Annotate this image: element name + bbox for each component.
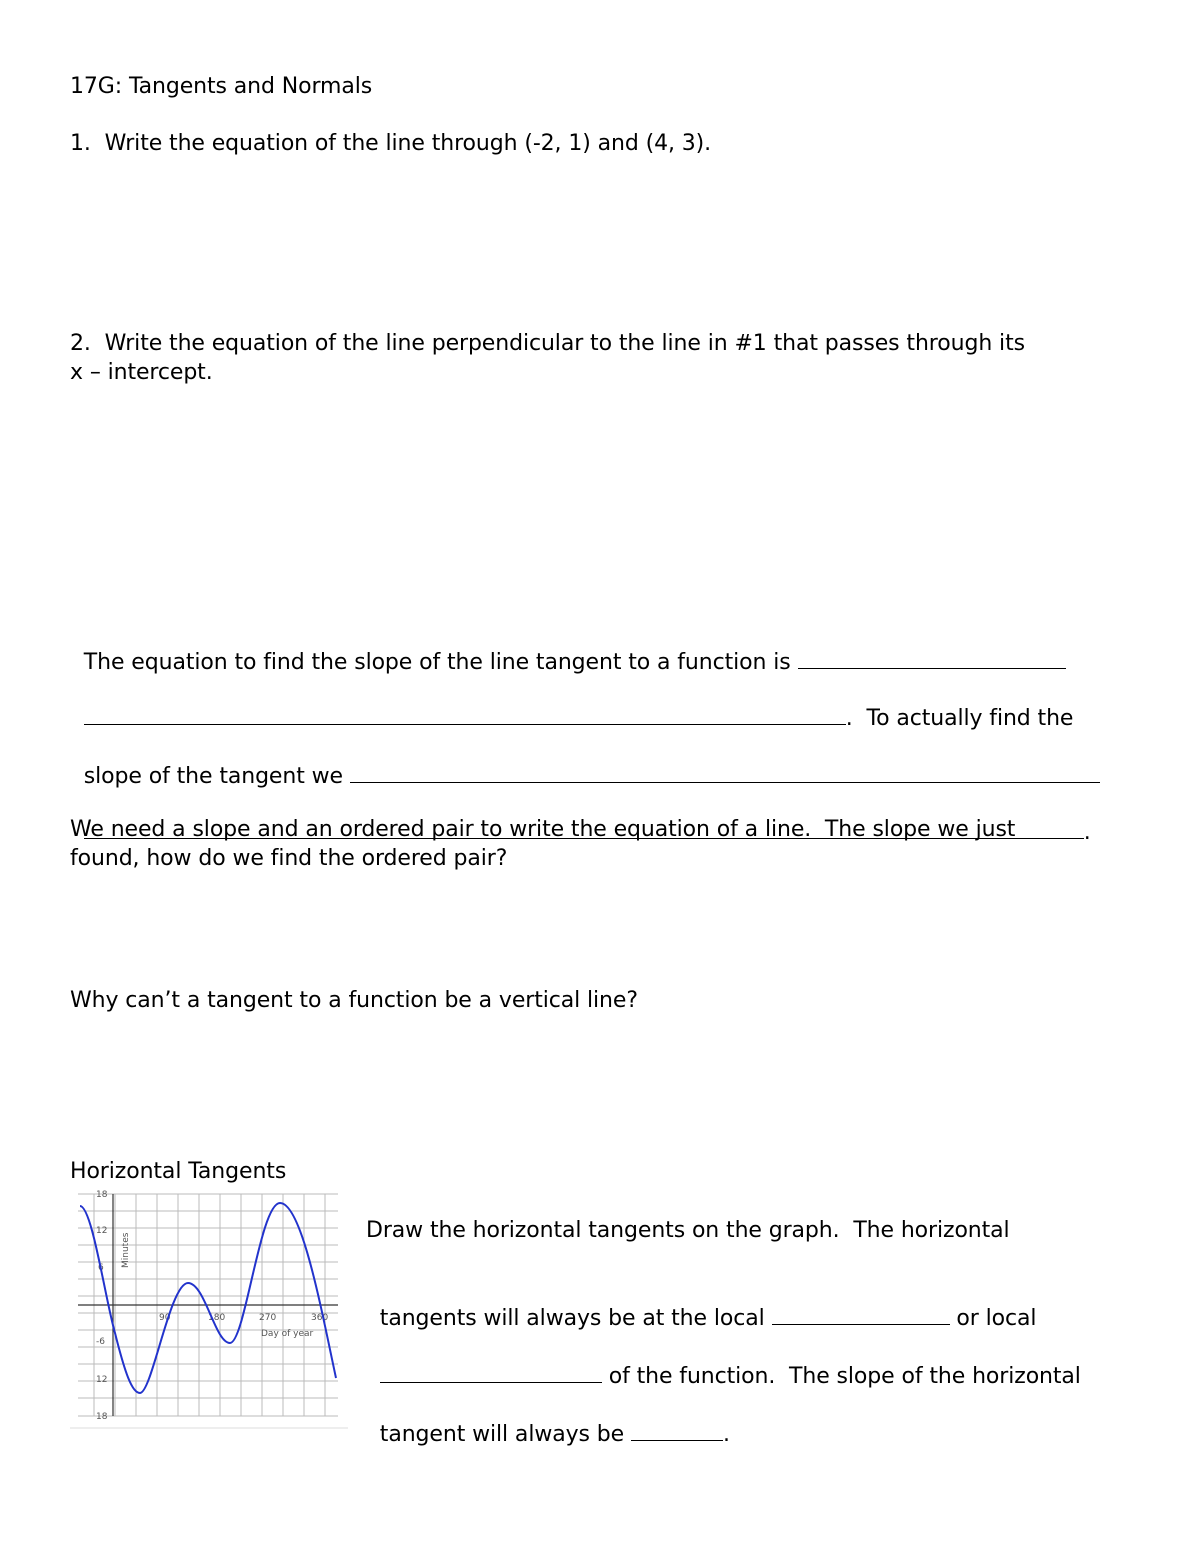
horizontal-text-line-2b: or local [956, 1306, 1037, 1331]
x-tick-label: 180 [208, 1313, 226, 1323]
ordered-pair-question-line-1: We need a slope and an ordered pair to write the equation of a line. The slope we just [70, 817, 1016, 842]
y-tick-label: 12 [96, 1375, 108, 1385]
blank-local-2 [380, 1360, 602, 1383]
horizontal-text-line-4b: . [722, 1422, 730, 1447]
slope-sentence-part4: . [1083, 820, 1091, 845]
x-tick-label: 270 [259, 1313, 277, 1323]
horizontal-text-line-3 [366, 1330, 1081, 1392]
blank-local-1 [772, 1302, 950, 1325]
slope-sentence-part1: The equation to find the slope of the line tangent to a function is [83, 650, 791, 675]
horizontal-text-line-1: Draw the horizontal tangents on the graph. The horizontal [366, 1218, 1010, 1243]
slope-sentence-part3: slope of the tangent we [83, 764, 343, 789]
horizontal-text-line-4a: tangent will always be [379, 1422, 625, 1447]
blank-slope [631, 1418, 723, 1441]
slope-sentence-line-1 [70, 616, 1066, 678]
blank-1 [798, 646, 1066, 669]
y-tick-label: 18 [96, 1412, 108, 1422]
question-2-line-1: 2. Write the equation of the line perpendicular to the line in #1 that passes through its [70, 331, 1025, 356]
blank-2 [84, 702, 846, 725]
slope-sentence-line-3 [70, 730, 1100, 792]
vertical-tangent-question: Why can’t a tangent to a function be a vertical line? [70, 988, 638, 1013]
y-tick-label: -6 [96, 1337, 105, 1347]
y-tick-label: 6 [98, 1263, 104, 1273]
question-2-line-2: x – intercept. [70, 360, 213, 385]
slope-sentence-part2: . To actually find the [845, 706, 1074, 731]
x-tick-label: 90 [159, 1313, 171, 1323]
x-axis-label: Day of year [261, 1329, 314, 1339]
ordered-pair-question-line-2: found, how do we find the ordered pair? [70, 846, 508, 871]
horizontal-text-line-2 [366, 1272, 1036, 1334]
horizontal-text-line-4 [366, 1388, 730, 1450]
question-1: 1. Write the equation of the line through (-2, 1) and (4, 3). [70, 131, 712, 156]
page-title: 17G: Tangents and Normals [70, 74, 373, 99]
horizontal-tangents-heading: Horizontal Tangents [70, 1159, 287, 1184]
y-tick-label: 12 [96, 1226, 108, 1236]
sinusoid-graph [70, 1188, 350, 1430]
slope-sentence-line-2 [70, 672, 1073, 734]
y-axis-label: Minutes [121, 1232, 131, 1268]
x-tick-label: 360 [311, 1313, 329, 1323]
horizontal-text-line-3-text: of the function. The slope of the horizontal [608, 1364, 1081, 1389]
horizontal-text-line-2a: tangents will always be at the local [379, 1306, 765, 1331]
blank-3 [350, 760, 1100, 783]
y-tick-label: 18 [96, 1190, 108, 1200]
